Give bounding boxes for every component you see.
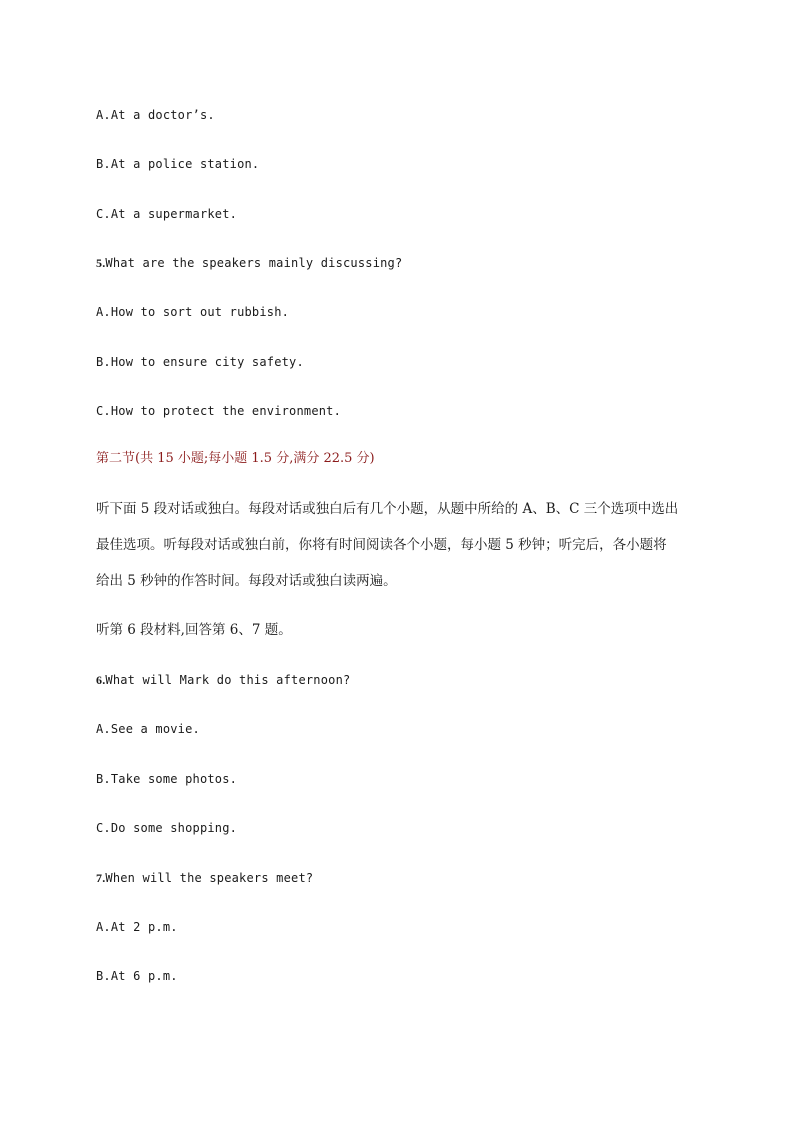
section-2-instructions-line-2: 最佳选项。听每段对话或独白前，你将有时间阅读各个小题，每小题 5 秒钟；听完后，各小题将: [96, 537, 667, 553]
q4-option-a: A.At a doctor’s.: [96, 108, 215, 122]
q6-option-c: C.Do some shopping.: [96, 821, 238, 835]
q5-option-b: B.How to ensure city safety.: [96, 355, 304, 369]
q7-option-a: A.At 2 p.m.: [96, 920, 178, 934]
q5-number: 5.: [96, 256, 106, 270]
q5-option-c: C.How to protect the environment.: [96, 404, 342, 418]
q6-question: [96, 672, 350, 688]
q7-question: [96, 870, 313, 886]
q7-text: When will the speakers meet?: [105, 871, 314, 885]
section-2-instructions-line-3: 给出 5 秒钟的作答时间。每段对话或独白读两遍。: [96, 573, 397, 589]
q5-question: [96, 255, 402, 271]
section-2-title: 第二节(共 15 小题;每小题 1.5 分,满分 22.5 分): [96, 451, 375, 466]
q7-option-b: B.At 6 p.m.: [96, 969, 178, 983]
q5-option-a: A.How to sort out rubbish.: [96, 305, 290, 319]
q4-option-b: B.At a police station.: [96, 157, 260, 171]
q7-number: 7.: [96, 871, 106, 885]
q6-option-a: A.See a movie.: [96, 722, 200, 736]
section-2-instructions-line-1: 听下面 5 段对话或独白。每段对话或独白后有几个小题，从题中所给的 A、B、C 三个选项中选出: [96, 501, 679, 517]
q6-option-b: B.Take some photos.: [96, 772, 238, 786]
material-6-heading: 听第 6 段材料,回答第 6、7 题。: [96, 622, 292, 638]
q5-text: What are the speakers mainly discussing?: [105, 256, 403, 270]
q4-option-c: C.At a supermarket.: [96, 207, 238, 221]
q6-text: What will Mark do this afternoon?: [105, 673, 351, 687]
q6-number: 6.: [96, 673, 106, 687]
